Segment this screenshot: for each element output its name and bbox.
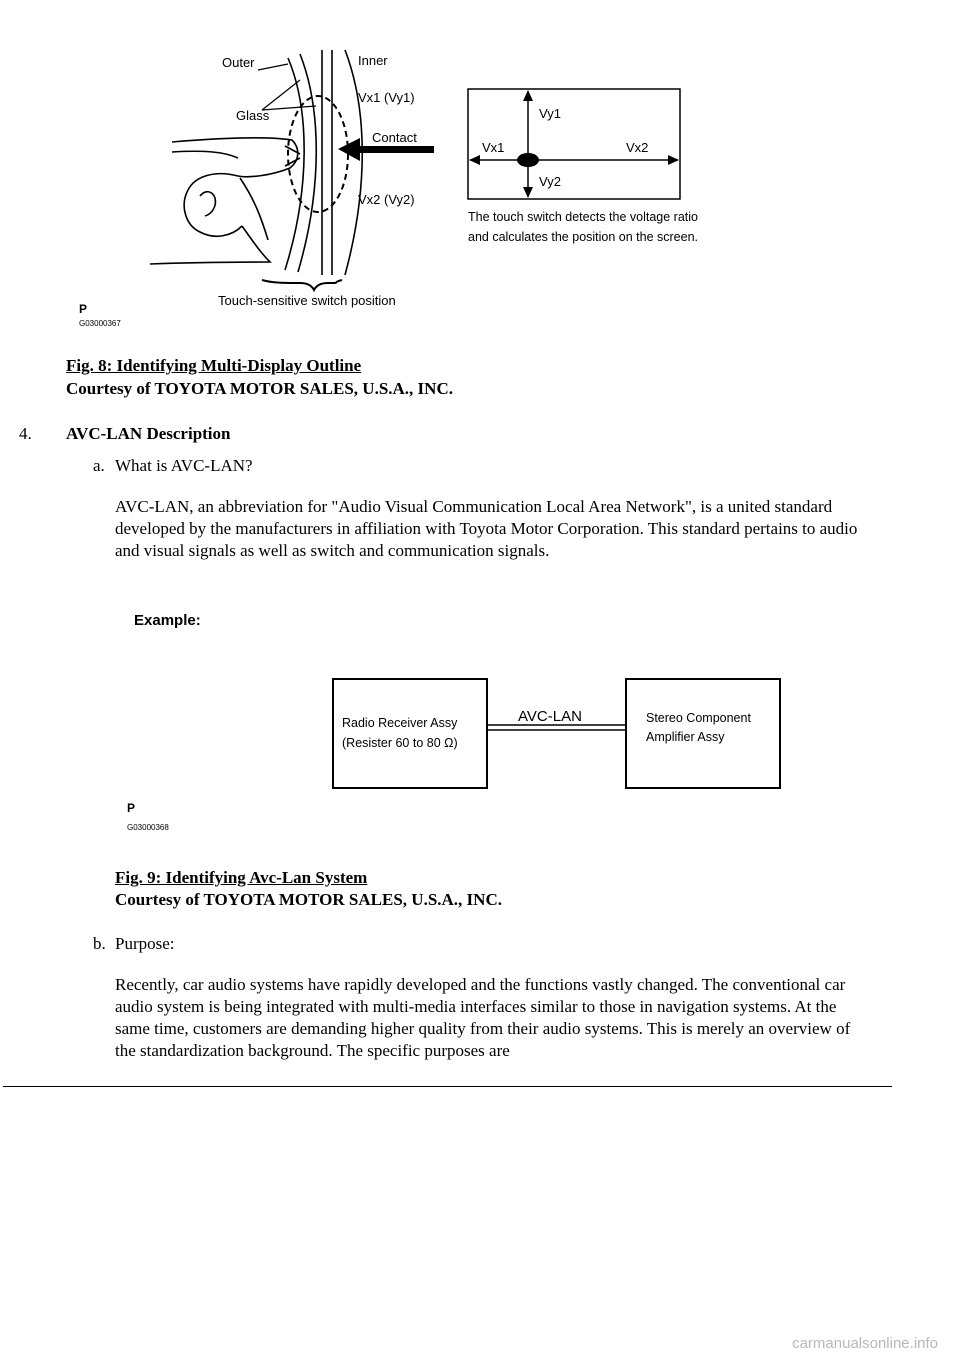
label-touch-position: Touch-sensitive switch position xyxy=(218,293,396,308)
figure-9-mark: P xyxy=(127,801,136,815)
figure-8-caption-credit: Courtesy of TOYOTA MOTOR SALES, U.S.A., INC. xyxy=(66,379,453,398)
item-b-marker: b. xyxy=(93,934,106,953)
glass-pointer-1 xyxy=(262,80,300,110)
avc-lan-link xyxy=(487,725,626,730)
radio-receiver-line-2: (Resister 60 to 80 Ω) xyxy=(342,736,458,750)
label-vy1: Vy1 xyxy=(539,106,561,121)
item-a-paragraph: AVC-LAN, an abbreviation for "Audio Visual Communication Local Area Network", is a united standard developed by the manufacturers in affiliation with Toyota Motor Corporation. This standard pertains to audio and visual signals as well as switch and communication signals. xyxy=(115,497,858,560)
label-vx1: Vx1 xyxy=(482,140,505,155)
figure-8-code: G03000367 xyxy=(79,319,121,328)
glass-pointer-2 xyxy=(262,106,316,110)
item-b-paragraph: Recently, car audio systems have rapidly developed and the functions vastly changed. The conventional car audio system is being integrated with multi-media interfaces similar to those in navigation systems. At the same time, customers are demanding higher quality from their audio systems. This is merely an overview of the standardization background. The specific purposes are xyxy=(115,975,851,1060)
avc-lan-label: AVC-LAN xyxy=(518,708,582,725)
section-title: AVC-LAN Description xyxy=(66,424,231,443)
radio-receiver-line-1: Radio Receiver Assy xyxy=(342,716,458,730)
label-glass: Glass xyxy=(236,108,270,123)
figure-9-caption-credit: Courtesy of TOYOTA MOTOR SALES, U.S.A., INC. xyxy=(115,890,502,909)
label-vy2: Vy2 xyxy=(539,174,561,189)
radio-receiver-box xyxy=(333,679,487,788)
watermark: carmanualsonline.info xyxy=(792,1335,938,1352)
figure-9-code: G03000368 xyxy=(127,823,169,832)
note-line-2: and calculates the position on the screen. xyxy=(468,230,699,244)
item-b-heading: Purpose: xyxy=(115,934,175,953)
amplifier-line-2: Amplifier Assy xyxy=(646,730,725,744)
figure-9-caption-title: Fig. 9: Identifying Avc-Lan System xyxy=(115,868,368,887)
figure-8-caption-title: Fig. 8: Identifying Multi-Display Outline xyxy=(66,356,362,375)
touch-point-dot xyxy=(517,153,539,167)
position-brace xyxy=(262,280,342,290)
item-a-heading: What is AVC-LAN? xyxy=(115,456,253,475)
label-inner: Inner xyxy=(358,53,388,68)
label-contact: Contact xyxy=(372,130,417,145)
section-number: 4. xyxy=(19,424,32,443)
arrow-up-icon xyxy=(523,90,533,101)
figure-9-illustration xyxy=(0,600,960,840)
amplifier-line-1: Stereo Component xyxy=(646,711,751,725)
figure-8-mark: P xyxy=(79,302,88,316)
arrow-down-icon xyxy=(523,187,533,198)
arrow-right-icon xyxy=(668,155,679,165)
item-a-marker: a. xyxy=(93,456,105,475)
page-divider xyxy=(3,1086,892,1087)
label-vx2: Vx2 xyxy=(626,140,649,155)
label-outer: Outer xyxy=(222,55,255,70)
outer-pointer xyxy=(258,64,288,70)
example-label: Example: xyxy=(134,612,201,629)
label-vx1-vy1: Vx1 (Vy1) xyxy=(358,90,415,105)
figure-8-illustration xyxy=(0,0,960,345)
hand-illustration xyxy=(150,138,300,264)
glass-layers xyxy=(285,50,362,275)
arrow-left-icon xyxy=(469,155,480,165)
label-vx2-vy2: Vx2 (Vy2) xyxy=(358,192,415,207)
note-line-1: The touch switch detects the voltage ratio xyxy=(468,210,698,224)
